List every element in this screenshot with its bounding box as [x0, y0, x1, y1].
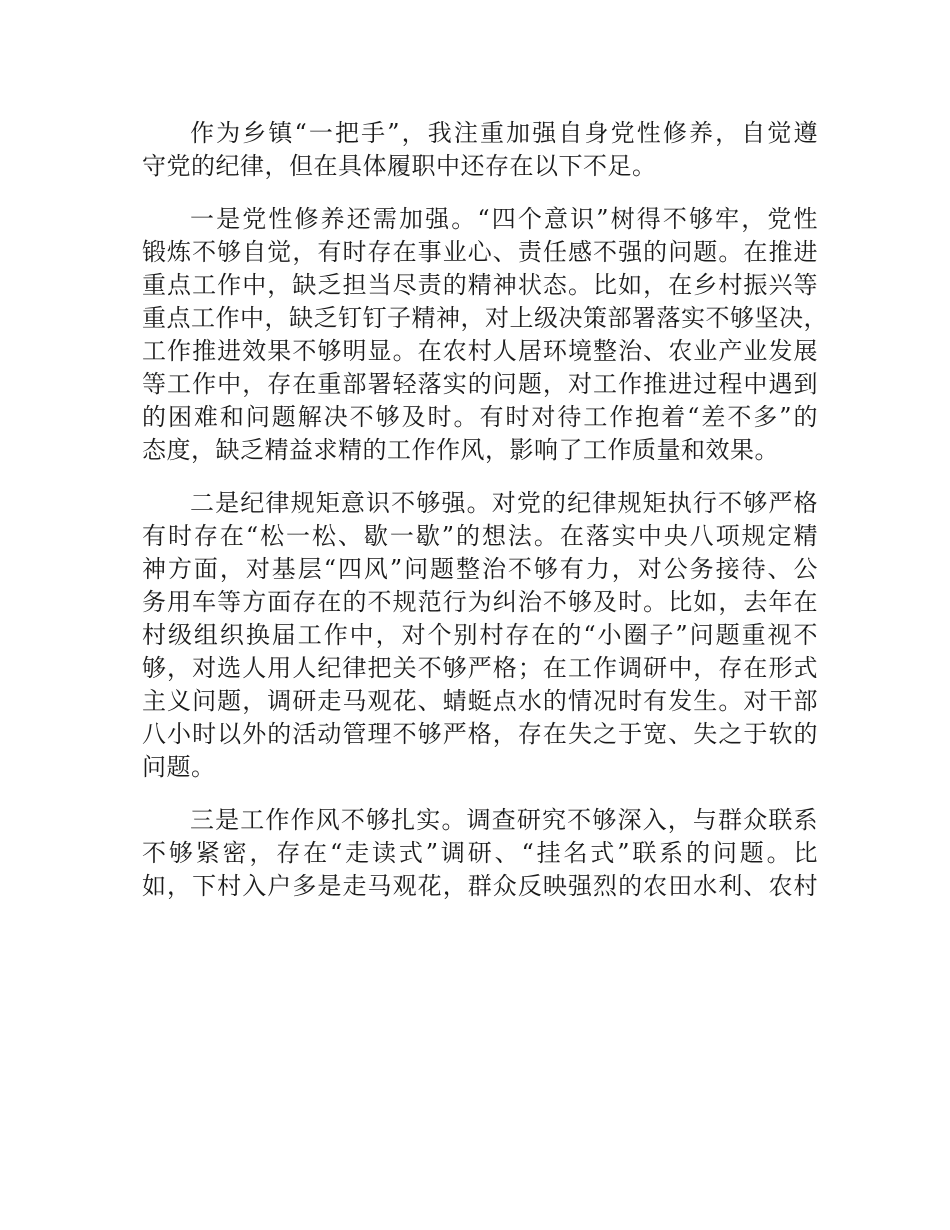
paragraph-work-style — [142, 804, 818, 903]
text-line: 村级组织换届工作中，对个别村存在的“小圈子”问题重视不 — [142, 621, 818, 649]
text-line: 不够紧密，存在“走读式”调研、“挂名式”联系的问题。比 — [142, 839, 818, 867]
text-line: 重点工作中，缺乏担当尽责的精神状态。比如，在乡村振兴等 — [142, 271, 818, 299]
text-line: 二是纪律规矩意识不够强。对党的纪律规矩执行不够严格 — [190, 489, 818, 517]
text-line: 等工作中，存在重部署轻落实的问题，对工作推进过程中遇到 — [142, 370, 818, 398]
text-line: 守党的纪律，但在具体履职中还存在以下不足。 — [142, 152, 657, 180]
document-body — [142, 117, 828, 923]
text-line: 主义问题，调研走马观花、蜻蜓点水的情况时有发生。对干部 — [142, 687, 818, 715]
text-line: 重点工作中，缺乏钉钉子精神，对上级决策部署落实不够坚决， — [142, 304, 828, 332]
text-line: 态度，缺乏精益求精的工作作风，影响了工作质量和效果。 — [142, 436, 779, 464]
text-line: 工作推进效果不够明显。在农村人居环境整治、农业产业发展 — [142, 337, 818, 365]
text-line: 一是党性修养还需加强。“四个意识”树得不够牢，党性 — [190, 205, 818, 233]
text-line: 锻炼不够自觉，有时存在事业心、责任感不强的问题。在推进 — [142, 238, 818, 266]
text-line: 三是工作作风不够扎实。调查研究不够深入，与群众联系 — [190, 806, 818, 834]
paragraph-intro — [142, 117, 818, 183]
text-line: 问题。 — [142, 753, 216, 781]
text-line: 如，下村入户多是走马观花，群众反映强烈的农田水利、农村 — [142, 872, 818, 900]
paragraph-discipline — [142, 487, 818, 784]
text-line: 务用车等方面存在的不规范行为纠治不够及时。比如，去年在 — [142, 588, 818, 616]
paragraph-party-spirit — [142, 203, 828, 467]
text-line: 够，对选人用人纪律把关不够严格；在工作调研中，存在形式 — [142, 654, 818, 682]
text-line: 作为乡镇“一把手”，我注重加强自身党性修养，自觉遵 — [190, 119, 818, 147]
text-line: 八小时以外的活动管理不够严格，存在失之于宽、失之于软的 — [142, 720, 818, 748]
text-line: 神方面，对基层“四风”问题整治不够有力，对公务接待、公 — [142, 555, 818, 583]
text-line: 有时存在“松一松、歇一歇”的想法。在落实中央八项规定精 — [142, 522, 818, 550]
text-line: 的困难和问题解决不够及时。有时对待工作抱着“差不多”的 — [142, 403, 818, 431]
